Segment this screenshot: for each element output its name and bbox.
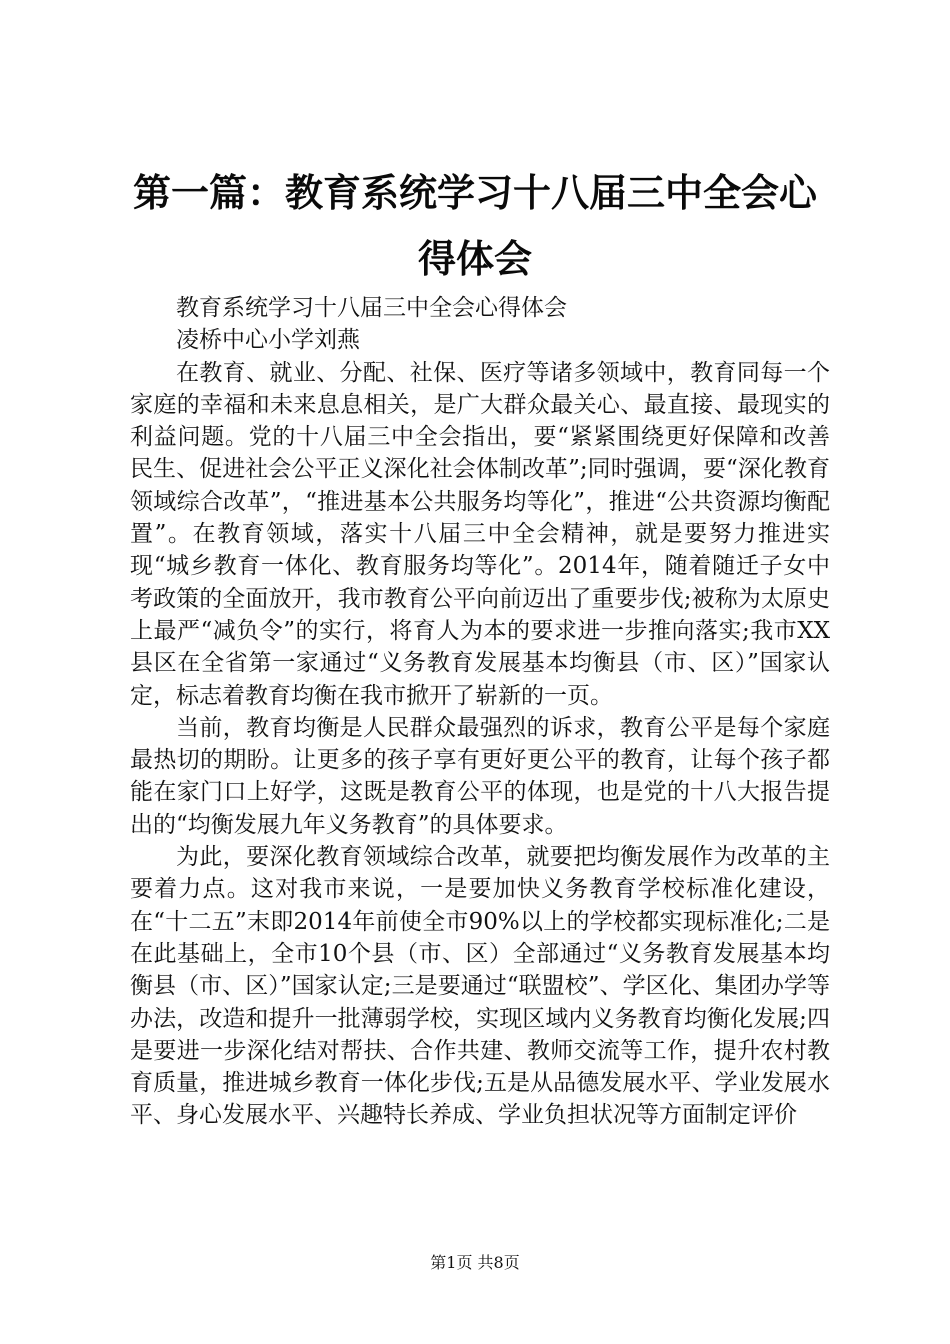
body-paragraph-3: 为此，要深化教育领域综合改革，就要把均衡发展作为改革的主要着力点。这对我市来说，一是要加快义务教育学校标准化建设，在“十二五”末即2014年前使全市90%以上的学校都实现标准化;二是在此基础上，全市10个县（市、区）全部通过“义务教育发展基本均衡县（市、区）”国家认定;三是要通过“联盟校”、学区化、集团办学等办法，改造和提升一批薄弱学校，实现区域内义务教育均衡化发展;四是要进一步深化结对帮扶、合作共建、教师交流等工作，提升农村教育质量，推进城乡教育一体化步伐;五是从品德发展水平、学业发展水平、身心发展水平、兴趣特长养成、学业负担状况等方面制定评价 — [130, 844, 830, 1129]
page-footer: 第1页 共8页 — [430, 1253, 520, 1272]
document-author: 凌桥中心小学刘燕 — [176, 327, 360, 354]
document-subtitle: 教育系统学习十八届三中全会心得体会 — [176, 295, 567, 321]
document-body — [130, 292, 830, 1132]
body-paragraph-1: 在教育、就业、分配、社保、医疗等诸多领域中，教育同每一个家庭的幸福和未来息息相关，是广大群众最关心、最直接、最现实的利益问题。党的十八届三中全会指出，要“紧紧围绕更好保障和改善民生、促进社会公平正义深化社会体制改革”;同时强调，要“深化教育领域综合改革”，“推进基本公共服务均等化”，推进“公共资源均衡配置”。在教育领域，落实十八届三中全会精神，就是要努力推进实现“城乡教育一体化、教育服务均等化”。2014年，随着随迁子女中考政策的全面放开，我市教育公平向前迈出了重要步伐;被称为太原史上最严“减负令”的实行，将育人为本的要求进一步推向落实;我市XX县区在全省第一家通过“义务教育发展基本均衡县（市、区）”国家认定，标志着教育均衡在我市掀开了崭新的一页。 — [130, 359, 830, 709]
document-title: 第一篇：教育系统学习十八届三中全会心得体会 — [132, 171, 817, 281]
body-paragraph-2: 当前，教育均衡是人民群众最强烈的诉求，教育公平是每个家庭最热切的期盼。让更多的孩子享有更好更公平的教育，让每个孩子都能在家门口上好学，这既是教育公平的体现，也是党的十八大报告提出的“均衡发展九年义务教育”的具体要求。 — [130, 714, 830, 838]
